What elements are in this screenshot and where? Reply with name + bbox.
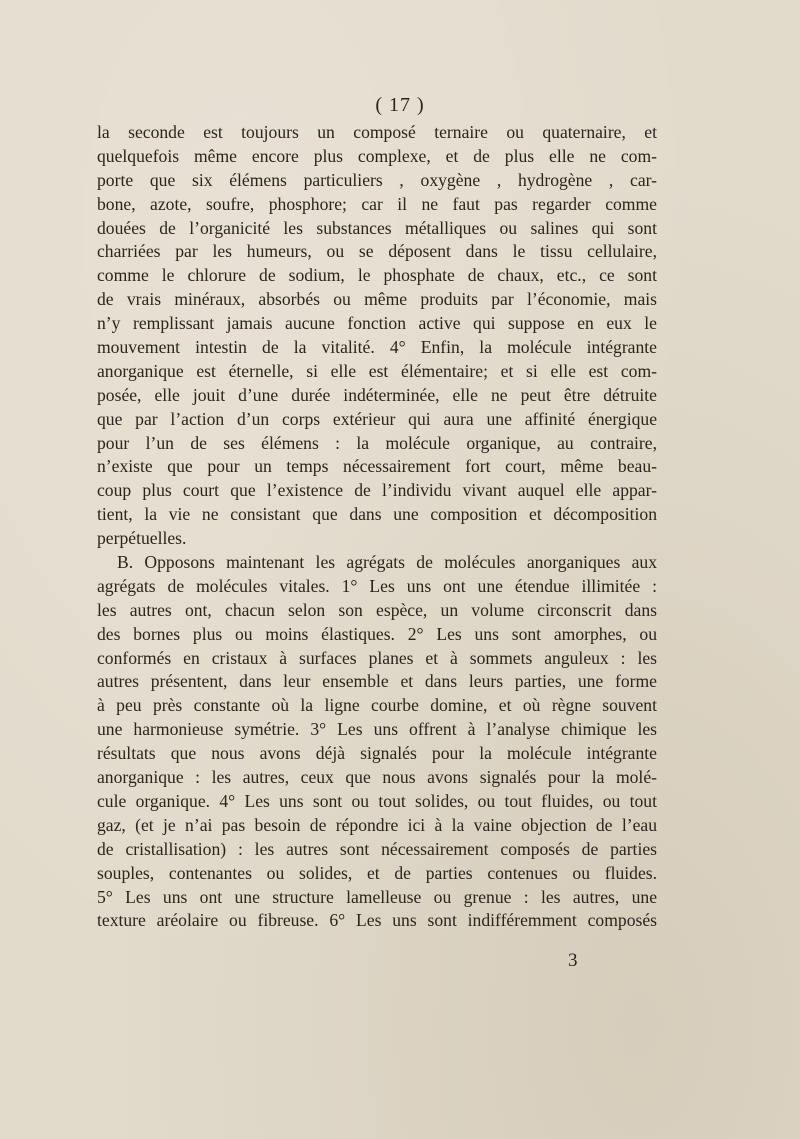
text-line: porte que six élémens particuliers , oxygène , hydrogène , car- bbox=[97, 169, 657, 190]
text-line: 5° Les uns ont une structure lamelleuse ou grenue : les autres, une bbox=[97, 886, 657, 907]
text-line: pour l’un de ses élémens : la molécule organique, au contraire, bbox=[97, 432, 657, 453]
text-line: tient, la vie ne consistant que dans une composition et décomposition bbox=[97, 504, 657, 525]
text-line: cule organique. 4° Les uns sont ou tout solides, ou tout fluides, ou tout bbox=[97, 790, 657, 811]
text-line: comme le chlorure de sodium, le phosphate de chaux, etc., ce sont bbox=[97, 265, 657, 286]
text-line: texture aréolaire ou fibreuse. 6° Les uns sont indifféremment composés bbox=[97, 910, 657, 931]
text-line: bone, azote, soufre, phosphore; car il ne faut pas regarder comme bbox=[97, 193, 657, 214]
text-line: la seconde est toujours un composé ternaire ou quaternaire, et bbox=[97, 122, 657, 142]
text-line: mouvement intestin de la vitalité. 4° Enfin, la molécule intégrante bbox=[97, 337, 657, 358]
text-line: de vrais minéraux, absorbés ou même produits par l’économie, mais bbox=[97, 289, 657, 310]
text-line: charriées par les humeurs, ou se déposent dans le tissu cellulaire, bbox=[97, 241, 657, 262]
text-line: que par l’action d’un corps extérieur qui aura une affinité énergique bbox=[97, 408, 657, 429]
body-text bbox=[97, 121, 657, 933]
text-line: quelquefois même encore plus complexe, et de plus elle ne com- bbox=[97, 145, 657, 166]
text-line: conformés en cristaux à surfaces planes et à sommets anguleux : les bbox=[97, 647, 657, 668]
text-line: n’y remplissant jamais aucune fonction active qui suppose en eux le bbox=[97, 313, 657, 334]
signature-mark: 3 bbox=[568, 950, 578, 971]
text-line: agrégats de molécules vitales. 1° Les uns ont une étendue illimitée : bbox=[97, 575, 657, 596]
text-line: posée, elle jouit d’une durée indéterminée, elle ne peut être détruite bbox=[97, 384, 657, 405]
page-number: ( 17 ) bbox=[375, 94, 425, 116]
text-line: résultats que nous avons déjà signalés pour la molécule intégrante bbox=[97, 743, 657, 764]
text-line: de cristallisation) : les autres sont nécessairement composés de parties bbox=[97, 838, 657, 859]
text-line: gaz, (et je n’ai pas besoin de répondre ici à la vaine objection de l’eau bbox=[97, 814, 657, 835]
text-line: anorganique : les autres, ceux que nous avons signalés pour la molé- bbox=[97, 767, 657, 788]
text-line: anorganique est éternelle, si elle est élémentaire; et si elle est com- bbox=[97, 360, 657, 381]
text-line: souples, contenantes ou solides, et de parties contenues ou fluides. bbox=[97, 862, 657, 883]
text-line: autres présentent, dans leur ensemble et dans leurs parties, une forme bbox=[97, 671, 657, 692]
text-line: B. Opposons maintenant les agrégats de molécules anorganiques aux bbox=[117, 552, 657, 573]
text-line: une harmonieuse symétrie. 3° Les uns offrent à l’analyse chimique les bbox=[97, 719, 657, 740]
text-line: à peu près constante où la ligne courbe domine, et où règne souvent bbox=[97, 695, 657, 716]
text-line: coup plus court que l’existence de l’individu vivant auquel elle appar- bbox=[97, 480, 657, 501]
text-line: douées de l’organicité les substances métalliques ou salines qui sont bbox=[97, 217, 657, 238]
text-line: perpétuelles. bbox=[97, 528, 187, 549]
text-line: n’existe que pour un temps nécessairement fort court, même beau- bbox=[97, 456, 657, 477]
text-line: les autres ont, chacun selon son espèce, un volume circonscrit dans bbox=[97, 599, 657, 620]
text-line: des bornes plus ou moins élastiques. 2° Les uns sont amorphes, ou bbox=[97, 623, 657, 644]
